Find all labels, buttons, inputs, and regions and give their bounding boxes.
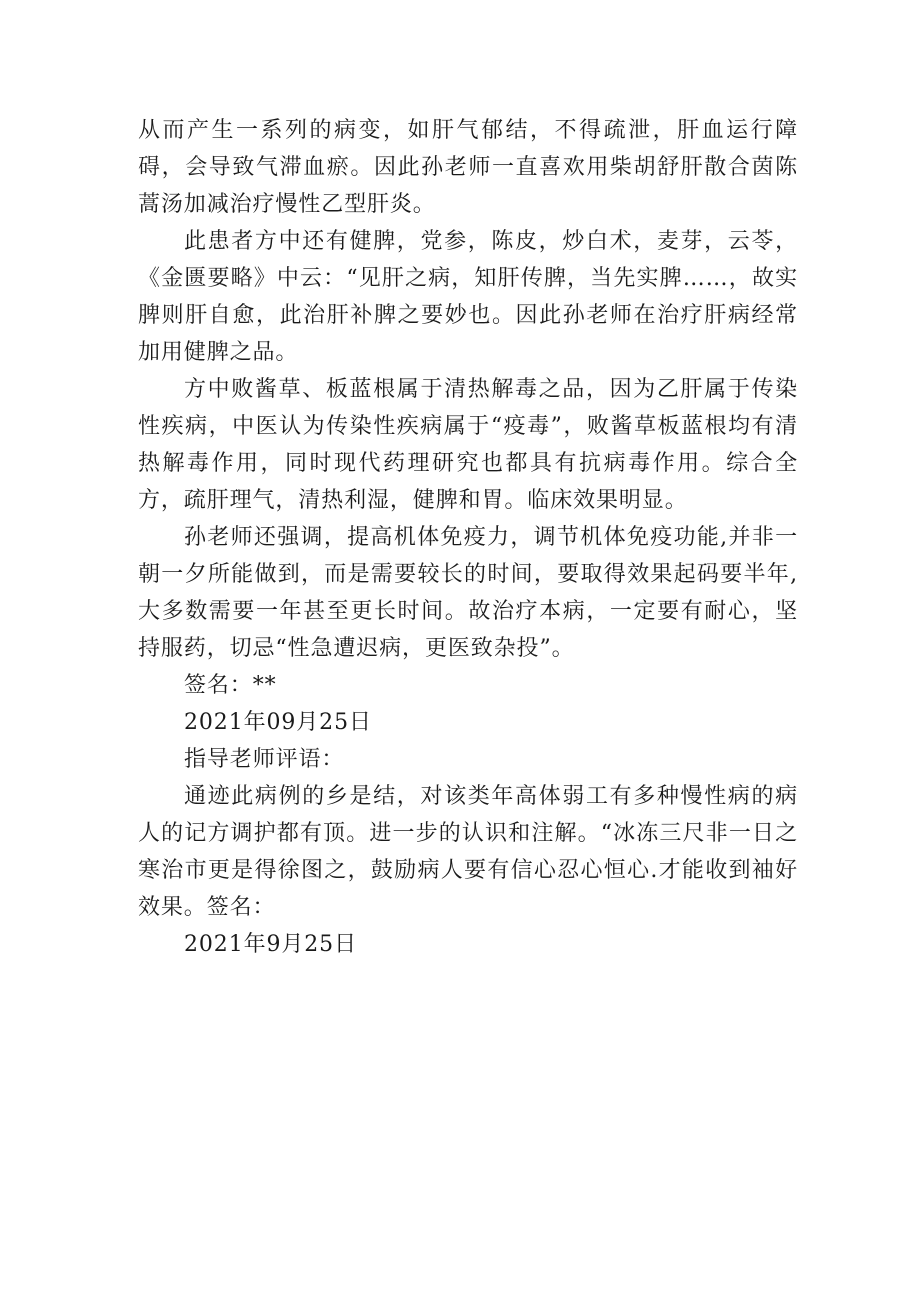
signature-line: 签名：** — [184, 673, 277, 698]
teacher-comment-text: 通迹此病例的乡是结，对该类年高体弱工有多种慢性病的病人的记方调护都有顶。进一步的认识和注解。“冰冻三尺非一日之寒治市更是得徐图之，鼓励病人要有信心忍心恒心.才能收到袖好效果。签名： — [138, 784, 798, 920]
paragraph-herbs-detox: 方中败酱草、板蓝根属于清热解毒之品，因为乙肝属于传染性疾病，中医认为传染性疾病属于“疫毒”，败酱草板蓝根均有清热解毒作用，同时现代药理研究也都具有抗病毒作用。综合全方，疏肝理气，清热利湿，健脾和胃。临床效果明显。 — [138, 377, 798, 513]
date-line: 2021年09月25日 — [184, 710, 372, 735]
paragraph-immunity-advice: 孙老师还强调，提高机体免疫力，调节机体免疫功能,并非一朝一夕所能做到，而是需要较长的时间，要取得效果起码要半年,大多数需要一年甚至更长时间。故治疗本病，一定要有耐心，坚持服药，切忌“性急遭迟病，更医致杂投”。 — [138, 525, 798, 661]
document-page — [138, 112, 798, 963]
teacher-date-line: 2021年9月25日 — [184, 932, 357, 957]
teacher-comment-label: 指导老师评语： — [184, 747, 345, 772]
paragraph-spleen-treatment: 此患者方中还有健脾，党参，陈皮，炒白术，麦芽，云苓，《金匮要略》中云：“见肝之病，知肝传脾，当先实脾……，故实脾则肝自愈，此治肝补脾之要妙也。因此孙老师在治疗肝病经常加用健脾之品。 — [138, 229, 798, 365]
paragraph-continuation: 从而产生一系列的病变，如肝气郁结，不得疏泄，肝血运行障碍，会导致气滞血瘀。因此孙老师一直喜欢用柴胡舒肝散合茵陈蒿汤加减治疗慢性乙型肝炎。 — [138, 118, 798, 217]
